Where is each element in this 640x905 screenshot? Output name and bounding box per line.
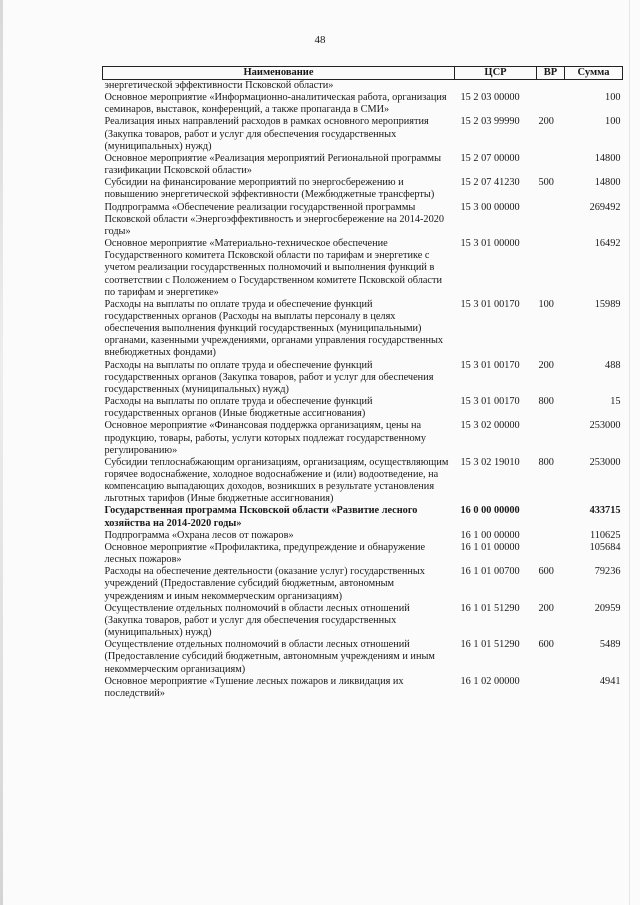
table-body [103,80,623,700]
table-row [103,676,623,700]
row-sum-cell: 4941 [599,675,621,687]
table-row [103,566,623,602]
table-row [103,603,623,639]
page-number: 48 [314,34,326,46]
row-vr-cell [537,202,565,238]
row-name-cell: Субсидии теплоснабжающим организациям, организациям, осуществляющим горячее водоснабжение, холодное водоснабжение и (или) водоотведение, на компенсацию выпадающих доходов, возникших в результате установления льготных тарифов (Иные бюджетные ассигнования) [104,456,449,505]
table-row [103,238,623,299]
row-sum-cell: 16492 [594,238,621,250]
row-name-cell: Подпрограмма «Охрана лесов от пожаров» [104,529,294,541]
row-name-cell: Государственная программа Псковской области «Развитие лесного хозяйства на 2014-2020 годы» [104,505,418,529]
row-name-cell: Расходы на обеспечение деятельности (оказание услуг) государственных учреждений (Предоставление субсидий бюджетным, автономным учреждениям и иным некоммерческим организациям) [104,566,425,602]
header-name: Наименование [103,67,455,80]
row-name-cell: Субсидии на финансирование мероприятий по энергосбережению и повышению энергетической эффективности (Межбюджетные трансферты) [104,177,435,201]
row-vr-cell: 200 [538,116,554,128]
row-sum-cell: 269492 [589,201,621,213]
row-csr-cell: 15 2 07 41230 [460,177,520,189]
row-csr-cell: 15 3 02 00000 [460,420,520,432]
row-csr-cell: 15 3 02 19010 [460,456,520,468]
row-sum-cell: 488 [605,359,621,371]
table-row [103,639,623,675]
table-row [103,202,623,238]
row-csr-cell: 15 3 01 00000 [460,238,520,250]
row-name-cell: Основное мероприятие «Информационно-аналитическая работа, организация семинаров, выставок, конференций, а также пропаганда в СМИ» [104,92,447,116]
row-name-cell: Осуществление отдельных полномочий в области лесных отношений (Закупка товаров, работ и услуг для обеспечения государственных (муниципальных) нужд) [104,602,410,639]
row-csr-cell: 16 1 01 00700 [460,566,520,578]
scan-edge-right [629,0,630,905]
row-name-cell: Осуществление отдельных полномочий в области лесных отношений (Предоставление субсидий бюджетным, автономным учреждениям и иным некоммерческим организациям) [104,639,435,675]
table-header-row [103,67,623,80]
row-sum-cell: 15 [610,396,621,408]
table-row [103,92,623,116]
row-vr-cell: 500 [538,177,554,189]
row-csr-cell: 16 1 01 51290 [460,639,520,651]
row-csr-cell: 16 1 01 51290 [460,602,520,614]
row-sum-cell: 5489 [599,639,621,651]
header-vr: ВР [537,67,565,80]
row-sum-cell: 79236 [594,566,621,578]
table-row [103,457,623,506]
row-vr-cell [537,153,565,177]
row-name-cell: Основное мероприятие «Реализация мероприятий Региональной программы газификации Псковской области» [104,152,441,177]
row-sum-cell: 14800 [594,177,621,189]
row-vr-cell: 200 [538,359,554,371]
table-row [103,396,623,420]
row-name-cell: Подпрограмма «Обеспечение реализации государственной программы Псковской области «Энергоэффективность и энергосбережение на 2014-2020 годы» [104,201,445,237]
row-vr-cell: 800 [538,396,554,408]
row-sum-cell [565,80,623,93]
row-csr-cell [455,80,537,93]
header-sum: Сумма [565,67,623,80]
row-vr-cell [537,92,565,116]
table-row [103,360,623,396]
row-name-cell: Основное мероприятие «Профилактика, предупреждение и обнаружение лесных пожаров» [104,541,426,566]
row-csr-cell: 15 2 03 00000 [460,92,520,104]
table-row [103,116,623,152]
row-csr-cell: 16 1 00 00000 [460,529,520,541]
row-sum-cell: 433715 [589,505,621,517]
row-name-cell: Расходы на выплаты по оплате труда и обеспечение функций государственных органов (Закупка товаров, работ и услуг для обеспечения государственных (муниципальных) нужд) [104,359,434,395]
row-sum-cell: 105684 [589,541,621,553]
row-sum-cell: 100 [605,92,621,104]
row-vr-cell: 800 [538,456,554,468]
row-sum-cell: 253000 [589,420,621,432]
table-row [103,177,623,201]
row-name-cell: Основное мероприятие «Финансовая поддержка организациям, цены на продукцию, товары, работы, услуги которых подлежат государственному регулированию» [104,420,427,456]
table-row [103,505,623,529]
row-vr-cell: 600 [538,566,554,578]
row-sum-cell: 14800 [594,152,621,164]
row-name-cell: Реализация иных направлений расходов в рамках основного мероприятия (Закупка товаров, работ и услуг для обеспечения государственных (муниципальных) нужд) [104,116,429,152]
row-vr-cell: 100 [538,298,554,310]
row-csr-cell: 16 0 00 00000 [460,505,520,517]
row-vr-cell [537,238,565,299]
header-csr: ЦСР [455,67,537,80]
table-row [103,542,623,566]
row-csr-cell: 15 3 01 00170 [460,359,520,371]
row-sum-cell: 15989 [594,298,621,310]
table-row [103,420,623,456]
row-vr-cell: 200 [538,602,554,614]
row-name-cell: Расходы на выплаты по оплате труда и обеспечение функций государственных органов (Расходы на выплаты персоналу в целях обеспечения выполнения функций государственных (муниципальными) органами, казенными учреждениями, органами управления государственных внебюджетных фондами) [104,298,444,359]
row-vr-cell [537,80,565,93]
row-sum-cell: 20959 [594,602,621,614]
row-csr-cell: 16 1 02 00000 [460,675,520,687]
table-row [103,299,623,360]
row-sum-cell: 100 [605,116,621,128]
row-vr-cell [537,505,565,529]
row-csr-cell: 15 2 03 99990 [460,116,520,128]
row-vr-cell [537,676,565,700]
row-name-cell: энергетической эффективности Псковской области» [104,80,334,91]
row-csr-cell: 15 3 00 00000 [460,201,520,213]
row-sum-cell: 110625 [589,529,621,541]
row-sum-cell: 253000 [589,456,621,468]
table-row [103,530,623,542]
row-csr-cell: 15 2 07 00000 [460,152,520,164]
row-csr-cell: 15 3 01 00170 [460,396,520,408]
row-name-cell: Расходы на выплаты по оплате труда и обеспечение функций государственных органов (Иные бюджетные ассигнования) [104,396,373,420]
row-vr-cell: 600 [538,639,554,651]
budget-table [102,66,623,700]
table-row [103,80,623,93]
scan-edge-left [0,0,3,905]
row-vr-cell [537,420,565,456]
row-csr-cell: 16 1 01 00000 [460,541,520,553]
row-name-cell: Основное мероприятие «Материально-техническое обеспечение Государственного комитета Псковской области по тарифам и энергетике с учетом реализации государственных полномочий и выполнения функций в соответствии с Положением о Государственном комитете Псковской области по тарифам и энергетике» [104,238,442,298]
table-row [103,153,623,177]
row-name-cell: Основное мероприятие «Тушение лесных пожаров и ликвидация их последствий» [104,675,404,699]
row-vr-cell [537,530,565,542]
row-csr-cell: 15 3 01 00170 [460,298,520,310]
row-vr-cell [537,542,565,566]
